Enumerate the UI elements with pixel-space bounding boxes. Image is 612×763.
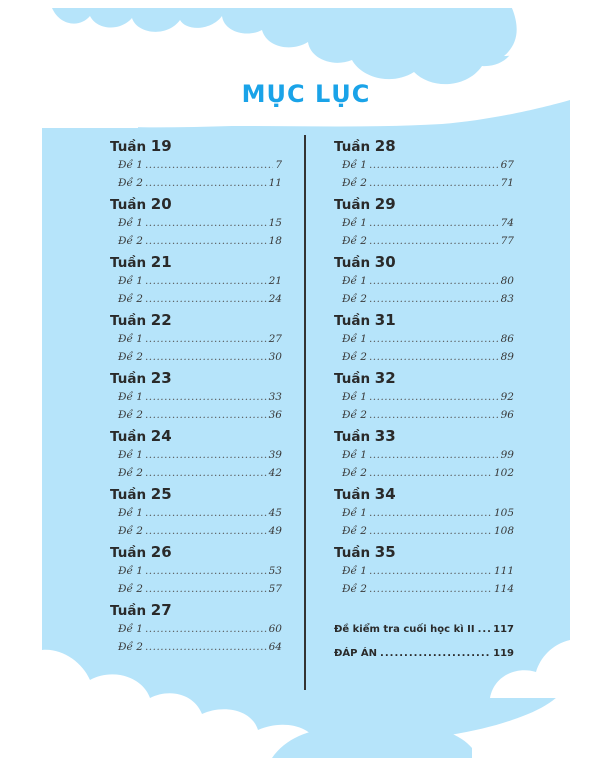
entry-label: Đề 1 [118, 333, 143, 345]
toc-entry[interactable] [342, 330, 514, 348]
entry-page: 15 [268, 217, 282, 229]
week-title [110, 252, 282, 272]
week-prefix: Tuần [334, 487, 371, 503]
entry-page: 102 [493, 467, 514, 479]
toc-entry[interactable] [342, 348, 514, 366]
week-section [110, 252, 282, 310]
week-section [110, 600, 282, 658]
toc-entry[interactable] [342, 214, 514, 232]
week-prefix: Tuần [110, 371, 147, 387]
entry-label: Đề 2 [118, 293, 143, 305]
week-section [334, 542, 514, 600]
entry-label: Đề 2 [342, 583, 367, 595]
week-prefix: Tuần [110, 545, 147, 561]
entry-page: 111 [493, 565, 514, 577]
week-title [334, 194, 514, 214]
week-title [334, 484, 514, 504]
week-section [334, 136, 514, 194]
entry-page: 92 [500, 391, 514, 403]
entry-page: 99 [500, 449, 514, 461]
entry-page: 80 [500, 275, 514, 287]
entry-page: 36 [268, 409, 282, 421]
entry-label: Đề 2 [118, 235, 143, 247]
week-prefix: Tuần [334, 371, 371, 387]
week-section [334, 194, 514, 252]
week-number: 27 [150, 601, 172, 619]
week-number: 25 [150, 485, 172, 503]
week-title [110, 136, 282, 156]
entry-label: Đề 2 [118, 583, 143, 595]
entry-label: Đề 1 [342, 391, 367, 403]
entry-label: Đề 1 [118, 391, 143, 403]
week-number: 23 [150, 369, 172, 387]
entry-label: Đề 1 [342, 565, 367, 577]
toc-page [42, 8, 570, 758]
week-number: 33 [374, 427, 396, 445]
toc-entry[interactable] [118, 174, 282, 192]
entry-page: 7 [275, 159, 282, 171]
entry-label: Đề 1 [118, 159, 143, 171]
toc-entry[interactable] [118, 504, 282, 522]
entry-page: 108 [493, 525, 514, 537]
week-prefix: Tuần [334, 313, 371, 329]
entry-page: 60 [268, 623, 282, 635]
entry-page: 18 [268, 235, 282, 247]
extra-page: 117 [493, 624, 514, 635]
week-section [110, 136, 282, 194]
entry-label: Đề 2 [118, 409, 143, 421]
week-title [334, 426, 514, 446]
extra-page: 119 [493, 648, 514, 659]
toc-entry[interactable] [342, 232, 514, 250]
page-title: MỤC LỤC [241, 80, 371, 108]
entry-label: Đề 1 [342, 449, 367, 461]
week-prefix: Tuần [110, 487, 147, 503]
entry-page: 45 [268, 507, 282, 519]
entry-label: Đề 1 [118, 507, 143, 519]
week-title [334, 136, 514, 156]
entry-label: Đề 2 [342, 351, 367, 363]
week-number: 19 [150, 137, 172, 155]
entry-label: Đề 2 [342, 293, 367, 305]
toc-entry[interactable] [118, 464, 282, 482]
week-section [334, 310, 514, 368]
toc-entry[interactable] [118, 290, 282, 308]
toc-entry[interactable] [118, 638, 282, 656]
entry-page: 71 [500, 177, 514, 189]
toc-extra-exam[interactable] [334, 624, 514, 648]
toc-entry[interactable] [342, 446, 514, 464]
entry-page: 39 [268, 449, 282, 461]
column-divider [304, 135, 306, 690]
toc-entry[interactable] [342, 504, 514, 522]
entry-page: 86 [500, 333, 514, 345]
entry-label: Đề 1 [342, 217, 367, 229]
week-section [110, 310, 282, 368]
week-title [110, 600, 282, 620]
week-number: 29 [374, 195, 396, 213]
entry-label: Đề 2 [342, 409, 367, 421]
week-prefix: Tuần [334, 139, 371, 155]
entry-label: Đề 2 [118, 525, 143, 537]
week-number: 22 [150, 311, 172, 329]
toc-entry[interactable] [342, 156, 514, 174]
week-title [334, 542, 514, 562]
toc-entry[interactable] [118, 522, 282, 540]
entry-label: Đề 2 [342, 177, 367, 189]
toc-left-column [110, 136, 282, 658]
week-prefix: Tuần [334, 197, 371, 213]
week-prefix: Tuần [334, 429, 371, 445]
extra-label: Đề kiểm tra cuối học kì II [334, 624, 475, 635]
week-section [110, 194, 282, 252]
entry-page: 24 [268, 293, 282, 305]
entry-label: Đề 2 [342, 235, 367, 247]
toc-entry[interactable] [118, 156, 282, 174]
entry-label: Đề 2 [342, 467, 367, 479]
extra-label: ĐÁP ÁN [334, 648, 378, 659]
week-prefix: Tuần [110, 313, 147, 329]
entry-label: Đề 1 [118, 623, 143, 635]
toc-entry[interactable] [118, 214, 282, 232]
toc-entry[interactable] [342, 580, 514, 598]
toc-entry[interactable] [342, 464, 514, 482]
toc-entry[interactable] [118, 348, 282, 366]
week-section [334, 252, 514, 310]
week-number: 28 [374, 137, 396, 155]
entry-page: 27 [268, 333, 282, 345]
entry-label: Đề 2 [118, 641, 143, 653]
entry-label: Đề 1 [118, 565, 143, 577]
week-title [110, 426, 282, 446]
entry-label: Đề 2 [342, 525, 367, 537]
week-section [110, 426, 282, 484]
toc-entry[interactable] [118, 446, 282, 464]
toc-entry[interactable] [118, 580, 282, 598]
entry-label: Đề 1 [118, 217, 143, 229]
entry-page: 11 [268, 177, 282, 189]
entry-page: 53 [268, 565, 282, 577]
week-prefix: Tuần [334, 255, 371, 271]
entry-label: Đề 1 [342, 275, 367, 287]
entry-page: 49 [268, 525, 282, 537]
week-section [334, 426, 514, 484]
toc-entry[interactable] [118, 330, 282, 348]
entry-label: Đề 1 [118, 449, 143, 461]
entry-label: Đề 1 [342, 159, 367, 171]
entry-label: Đề 2 [118, 351, 143, 363]
toc-entry[interactable] [118, 388, 282, 406]
toc-entry[interactable] [342, 174, 514, 192]
week-title [334, 310, 514, 330]
entry-page: 30 [268, 351, 282, 363]
week-title [334, 252, 514, 272]
week-section [110, 368, 282, 426]
entry-page: 42 [268, 467, 282, 479]
toc-entry[interactable] [118, 620, 282, 638]
week-section [334, 484, 514, 542]
week-title [110, 542, 282, 562]
entry-page: 105 [493, 507, 514, 519]
toc-entry[interactable] [118, 272, 282, 290]
entry-label: Đề 2 [118, 177, 143, 189]
week-prefix: Tuần [110, 429, 147, 445]
week-prefix: Tuần [110, 255, 147, 271]
week-prefix: Tuần [110, 197, 147, 213]
entry-page: 64 [268, 641, 282, 653]
toc-right-column [334, 136, 514, 672]
week-number: 31 [374, 311, 396, 329]
entry-page: 114 [493, 583, 514, 595]
week-number: 24 [150, 427, 172, 445]
week-number: 21 [150, 253, 172, 271]
week-number: 34 [374, 485, 396, 503]
toc-entry[interactable] [118, 562, 282, 580]
week-section [334, 368, 514, 426]
toc-entry[interactable] [342, 562, 514, 580]
week-title [334, 368, 514, 388]
week-section [110, 542, 282, 600]
entry-page: 77 [500, 235, 514, 247]
week-title [110, 194, 282, 214]
toc-entry[interactable] [342, 272, 514, 290]
week-section [110, 484, 282, 542]
entry-label: Đề 1 [342, 333, 367, 345]
week-prefix: Tuần [110, 139, 147, 155]
entry-page: 21 [268, 275, 282, 287]
week-title [110, 310, 282, 330]
entry-page: 57 [268, 583, 282, 595]
entry-page: 89 [500, 351, 514, 363]
week-number: 30 [374, 253, 396, 271]
toc-extra-answers[interactable] [334, 648, 514, 672]
toc-entry[interactable] [342, 406, 514, 424]
week-number: 26 [150, 543, 172, 561]
toc-entry[interactable] [118, 406, 282, 424]
toc-entry[interactable] [118, 232, 282, 250]
entry-page: 96 [500, 409, 514, 421]
week-title [110, 368, 282, 388]
entry-page: 33 [268, 391, 282, 403]
week-prefix: Tuần [110, 603, 147, 619]
entry-page: 67 [500, 159, 514, 171]
entry-label: Đề 1 [118, 275, 143, 287]
toc-entry[interactable] [342, 388, 514, 406]
entry-page: 74 [500, 217, 514, 229]
toc-entry[interactable] [342, 522, 514, 540]
week-number: 20 [150, 195, 172, 213]
entry-label: Đề 2 [118, 467, 143, 479]
entry-label: Đề 1 [342, 507, 367, 519]
week-number: 35 [374, 543, 396, 561]
entry-page: 83 [500, 293, 514, 305]
week-title [110, 484, 282, 504]
week-number: 32 [374, 369, 396, 387]
toc-entry[interactable] [342, 290, 514, 308]
week-prefix: Tuần [334, 545, 371, 561]
